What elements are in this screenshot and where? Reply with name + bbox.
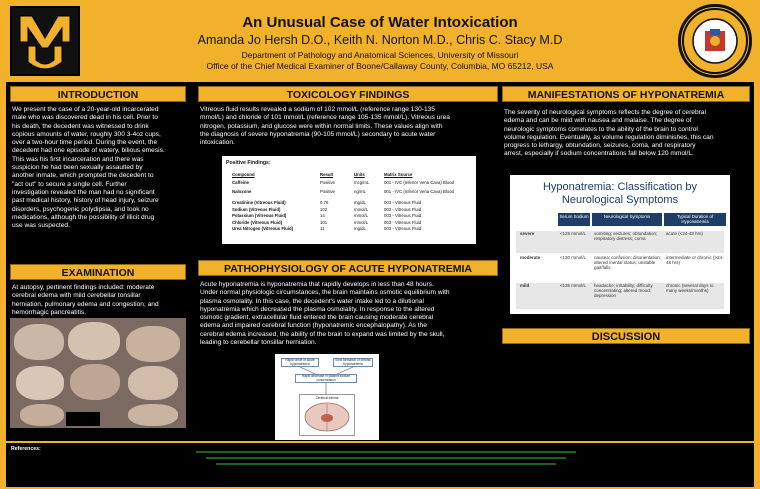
poster-authors: Amanda Jo Hersh D.O., Keith N. Norton M.D., Chris C. Stacy M.D bbox=[197, 33, 563, 47]
table-cell: Positive bbox=[320, 189, 336, 194]
classification-duration: chronic (several days to many weeks/months) bbox=[666, 283, 714, 294]
table-header-cell: Units bbox=[354, 172, 365, 177]
table-cell: 001 - IVC (Inferior Vena Cava) Blood bbox=[384, 189, 454, 194]
discussion-heading: DISCUSSION bbox=[502, 328, 750, 344]
table-header-cell: Compound bbox=[232, 172, 255, 177]
tox-line: nitrogen, potassium, and glucose were within normal limits. These values align with bbox=[200, 122, 443, 130]
table-cell: Creatinine (Vitreous Fluid) bbox=[232, 200, 286, 205]
pathophysiology-heading: PATHOPHYSIOLOGY OF ACUTE HYPONATREMIA bbox=[198, 260, 498, 276]
classification-symptoms: nausea; confusion; disorientation; altered mental status; unstable gait/falls bbox=[594, 255, 662, 271]
toxicology-table-grid bbox=[232, 172, 468, 233]
intro-line: his death, the decedent was witnessed to drink bbox=[12, 122, 149, 130]
table-cell: 0.76 bbox=[320, 200, 329, 205]
introduction-heading: INTRODUCTION bbox=[10, 86, 186, 102]
table-cell: 003 - Vitreous Fluid bbox=[384, 219, 422, 225]
table-cell: Urea Nitrogen (Vitreous Fluid) bbox=[232, 226, 294, 232]
patho-line: plasma osmolality. In this case, the decedent's water intake led to a dilutional bbox=[200, 297, 424, 305]
classification-duration: intermediate or chronic (>24-48 hrs) bbox=[666, 255, 724, 266]
brain-slice-image bbox=[20, 404, 64, 426]
brain-slice-image bbox=[126, 326, 180, 362]
intro-line: copious amounts of water, roughly 300 3-4oz cups, bbox=[12, 130, 161, 138]
classification-grade: mild bbox=[520, 283, 530, 288]
classification-grade: moderate bbox=[520, 255, 541, 260]
table-cell: Caffeine bbox=[232, 180, 249, 185]
manif-line: arrest, especially if sodium concentrations fall below 120 mmol/L. bbox=[504, 150, 694, 158]
patho-line: osmotic gradient, extracellular fluid entered the brain causing moderate cerebral bbox=[200, 314, 434, 322]
classification-header-cell: Serum Sodium bbox=[558, 213, 590, 226]
brain-slice-image bbox=[128, 366, 178, 400]
reference-line bbox=[196, 451, 576, 453]
exam-line: hemorrhagic pancreatitis. bbox=[12, 308, 87, 316]
table-cell: ng/mL bbox=[354, 189, 366, 194]
brain-slice-image bbox=[68, 322, 120, 360]
brain-slice-image bbox=[128, 404, 178, 426]
manif-line: neurologic symptoms correlates to the ability of the brain to control bbox=[504, 125, 698, 133]
examination-text bbox=[12, 284, 188, 317]
intro-line: use was suspected. bbox=[12, 222, 70, 230]
table-cell: 001 - IVC (Inferior Vena Cava) Blood bbox=[384, 180, 454, 185]
table-cell: mg/dL bbox=[354, 226, 366, 232]
classification-title-line: Hyponatremia: Classification by bbox=[542, 181, 698, 193]
manif-line: volume regulation. Eventually, as volume regulation diminishes, this can bbox=[504, 133, 714, 141]
poster-body bbox=[6, 82, 754, 441]
references-heading: References: bbox=[11, 446, 41, 452]
intro-line: investigation revealed the man had no significant bbox=[12, 188, 155, 196]
intro-line: over a two-hour time period. During the event, the bbox=[12, 139, 158, 147]
poster-department: Department of Pathology and Anatomical Sciences, University of Missouri bbox=[241, 50, 519, 60]
reference-line bbox=[216, 463, 556, 465]
intro-line: decedent had one episode of watery, bilious emesis. bbox=[12, 147, 165, 155]
patho-line: cerebral edema increased, the ability of the brain to expand was limited by the skull, bbox=[200, 330, 445, 338]
intro-line: disorders, psychogenic polydipsia, and took no bbox=[12, 205, 149, 213]
patho-line: hyponatremia which decreased the plasma osmolality. In response to the altered bbox=[200, 305, 435, 313]
classification-sodium: <135 mmol/L bbox=[559, 283, 587, 288]
pathophysiology-diagram bbox=[275, 354, 379, 440]
intro-line: This was his first incarceration and there was bbox=[12, 155, 144, 163]
diagram-box: Rapid onset of acute hyponatremia bbox=[281, 358, 319, 367]
toxicology-table bbox=[222, 156, 476, 244]
tox-line: the diagnosis of severe hyponatremia (90-105 mmol/L) secondary to acute water bbox=[200, 130, 436, 138]
intro-line: male who was discovered dead in his cell. Prior to bbox=[12, 114, 158, 122]
mu-logo bbox=[10, 6, 80, 76]
table-row bbox=[232, 200, 468, 207]
table-cell: 101 bbox=[320, 219, 328, 225]
intro-line: We present the case of a 20-year-old incarcerated bbox=[12, 106, 159, 113]
table-row bbox=[232, 189, 468, 200]
brain-slice-image bbox=[14, 324, 64, 360]
table-cell: mcg/mL bbox=[354, 180, 370, 185]
brain-slice-image bbox=[70, 364, 120, 400]
table-header-cell: Matrix Source bbox=[384, 172, 413, 177]
manif-line: edema and can be mild with nausea and malaise. The degree of bbox=[504, 117, 692, 125]
photo-redaction-bar bbox=[66, 412, 100, 426]
classification-symptoms: vomiting; seizures; obtundation; respiratory distress; coma bbox=[594, 231, 658, 242]
intro-line: medications, although the possibility of illicit drug bbox=[12, 213, 155, 221]
classification-title bbox=[510, 181, 730, 207]
university-seal-icon bbox=[681, 7, 749, 75]
classification-duration: acute (<24-48 hrs) bbox=[666, 231, 703, 236]
table-cell: Chloride (Vitreous Fluid) bbox=[232, 219, 283, 225]
classification-sodium: <130 mmol/L bbox=[559, 255, 587, 260]
hyponatremia-classification-table bbox=[510, 175, 730, 314]
diagram-brain-panel bbox=[299, 394, 355, 436]
table-cell: mmol/L bbox=[354, 213, 369, 219]
classification-row bbox=[516, 231, 724, 253]
table-row bbox=[232, 180, 468, 189]
intro-line: another inmate, which prompted the decedent to bbox=[12, 172, 154, 180]
classification-row bbox=[516, 255, 724, 281]
table-cell: 003 - Vitreous Fluid bbox=[384, 206, 422, 212]
table-cell: mmol/L bbox=[354, 206, 369, 212]
classification-header-cell: Neurological Symptoms bbox=[592, 213, 662, 226]
brain-edema-icon bbox=[302, 401, 352, 433]
patho-line: edema and impaired cerebral function (hyponatremic encephalopathy). As the bbox=[200, 322, 427, 330]
university-seal bbox=[678, 4, 752, 78]
patho-line: leading to cerebellar tonsillar herniation. bbox=[200, 339, 317, 347]
tox-line: mmol/L) and chloride of 101 mmol/L (reference range 105-135 mmol/L). Vitreous urea bbox=[200, 114, 450, 122]
toxicology-heading: TOXICOLOGY FINDINGS bbox=[198, 86, 498, 102]
table-cell: 11 bbox=[320, 226, 325, 232]
diagram-brain-label: Cerebral edema bbox=[315, 396, 339, 400]
table-row bbox=[232, 213, 468, 220]
patho-line: Under normal physiologic circumstances, the brain maintains osmotic equilibrium with bbox=[200, 289, 450, 297]
diagram-box: Rapid decrease in plasma sodium concentration bbox=[295, 374, 357, 383]
table-row bbox=[232, 207, 468, 214]
patho-line: Acute hyponatremia is hyponatremia that rapidly develops in less than 48 hours. bbox=[200, 281, 434, 288]
manifestations-text bbox=[504, 109, 752, 159]
table-row bbox=[232, 226, 468, 233]
table-header-cell: Result bbox=[320, 172, 334, 177]
table-cell: mmol/L bbox=[354, 219, 369, 225]
table-cell: 102 bbox=[320, 206, 328, 212]
poster-header bbox=[0, 0, 760, 82]
table-cell: Potassium (Vitreous Fluid) bbox=[232, 213, 287, 219]
table-header-row bbox=[232, 172, 468, 180]
brain-slice-image bbox=[16, 366, 64, 400]
table-cell: 003 - Vitreous Fluid bbox=[384, 213, 422, 219]
table-cell: Naloxone bbox=[232, 189, 252, 194]
table-cell: mg/dL bbox=[354, 200, 366, 205]
classification-sodium: <125 mmol/L bbox=[559, 231, 587, 236]
poster-title: An Unusual Case of Water Intoxication bbox=[242, 14, 518, 31]
poster-office: Office of the Chief Medical Examiner of Boone/Callaway County, Columbia, MO 65212, USA bbox=[206, 61, 554, 71]
tox-line: intoxication. bbox=[200, 139, 235, 147]
manif-line: progress to lethargy, obtundation, seizures, coma, and respiratory bbox=[504, 142, 696, 150]
exam-line: At autopsy, pertinent findings included: moderate bbox=[12, 284, 155, 291]
manif-line: The severity of neurological symptoms reflects the degree of cerebral bbox=[504, 109, 706, 116]
classification-symptoms: headache; irritability; difficulty concentrating; altered mood; depression bbox=[594, 283, 653, 299]
intro-line: past medical history, history of head injury, seizure bbox=[12, 197, 159, 205]
table-cell: Positive bbox=[320, 180, 336, 185]
reference-line bbox=[206, 457, 566, 459]
diagram-box: Slow formation of chronic hyponatremia bbox=[333, 358, 373, 367]
classification-header-cell: Typical Duration of Hyponatremia bbox=[664, 213, 726, 226]
table-cell: 003 - Vitreous Fluid bbox=[384, 200, 422, 205]
toxicology-text bbox=[200, 106, 500, 147]
autopsy-photo bbox=[10, 318, 186, 428]
tox-line: Vitreous fluid results revealed a sodium of 102 mmol/L (reference range 130-135 bbox=[200, 106, 435, 113]
diagram-arrows bbox=[275, 354, 379, 394]
manifestations-heading: MANIFESTATIONS OF HYPONATREMIA bbox=[502, 86, 750, 102]
exam-line: cerebral edema with mild cerebellar tonsillar bbox=[12, 292, 141, 300]
mu-logo-icon bbox=[12, 8, 78, 74]
intro-line: "act out" to secure a single cell. Further bbox=[12, 180, 127, 188]
examination-heading: EXAMINATION bbox=[10, 264, 186, 280]
classification-title-line: Neurological Symptoms bbox=[561, 194, 679, 206]
table-row bbox=[232, 220, 468, 227]
references-panel bbox=[6, 443, 754, 487]
table-cell: Sodium (Vitreous Fluid) bbox=[232, 206, 281, 212]
table-cell: 14 bbox=[320, 213, 325, 219]
classification-grade: severe bbox=[520, 231, 535, 236]
pathophysiology-text bbox=[200, 281, 504, 347]
intro-line: suspicion he had been sexually assaulted by bbox=[12, 164, 143, 172]
table-cell: 003 - Vitreous Fluid bbox=[384, 226, 422, 232]
toxicology-table-title: Positive Findings: bbox=[226, 160, 271, 166]
classification-row bbox=[516, 283, 724, 309]
introduction-text bbox=[12, 106, 188, 230]
exam-line: herniation, pulmonary edema and congestion, and bbox=[12, 300, 159, 308]
